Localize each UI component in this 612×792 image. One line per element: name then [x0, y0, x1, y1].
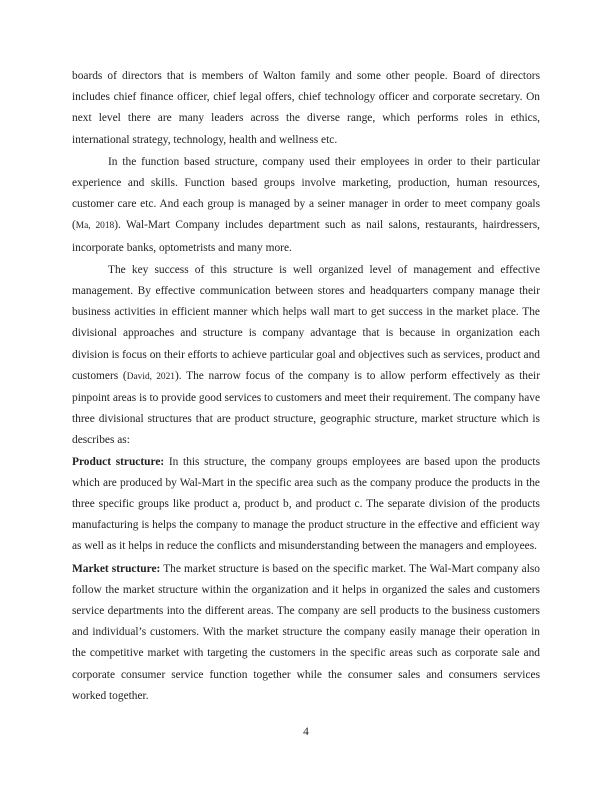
citation: Ma, 2018	[75, 221, 115, 232]
paragraph-text: The key success of this structure is well organized level of management and effective management. By effective communication between stores and headquarters company manage their business activities in efficient manner which helps wall mart to get success in the market place. The divisional approaches and structure is company advantage that is because in organization each division is focus on their efforts to achieve particular goal and objectives such as services, product and customers (	[72, 263, 540, 382]
page-number: 4	[303, 726, 309, 738]
paragraph-product-structure	[72, 452, 540, 558]
paragraph-market-structure	[72, 559, 540, 707]
paragraph-board-of-directors: boards of directors that is members of Walton family and some other people. Board of directors includes chief finance officer, chief legal offers, chief technology officer and corporate secretary. On next level there are many leaders across the diverse range, which performs roles in ethics, international strategy, technology, health and wellness etc.	[72, 70, 540, 146]
paragraph-function-based-structure	[72, 152, 540, 259]
body-text	[72, 66, 540, 707]
section-heading: Market structure:	[72, 562, 161, 575]
paragraph-text: The market structure is based on the specific market. The Wal-Mart company also follow the market structure within the organization and it helps in organized the sales and customers service departments into the different areas. The company are sell products to the business customers and individual’s customers. With the market structure the company easily manage their operation in the competitive market with targeting the customers in the specific areas such as corporate sale and corporate consumer service function together while the consumer sales and consumers services worked together.	[72, 562, 540, 702]
paragraph-text: In the function based structure, company used their employees in order to their particular experience and skills. Function based groups involve marketing, production, human resources, customer care etc. And each group is managed by a seiner manager in order to meet company goals (	[72, 155, 540, 232]
paragraph-text: ). The narrow focus of the company is to allow perform effectively as their pinpoint areas is to provide good services to customers and meet their requirement. The company have three divisional structures that are product structure, geographic structure, market structure which is describes as:	[72, 369, 540, 447]
paragraph-text: ). Wal-Mart Company includes department such as nail salons, restaurants, hairdressers, incorporate banks, optometrists and many more.	[72, 219, 540, 254]
paragraph-text: In this structure, the company groups employees are based upon the products which are produced by Wal-Mart in the specific area such as the company produce the products in the three specific groups like product a, product b, and product c. The separate division of the products manufacturing is helps the company to manage the product structure in the effective and efficient way as well as it helps in reduce the conflicts and misunderstanding between the managers and employees.	[72, 455, 541, 553]
citation: David, 2021	[126, 371, 175, 382]
paragraph-key-success	[72, 260, 540, 452]
section-heading: Product structure:	[72, 455, 165, 468]
